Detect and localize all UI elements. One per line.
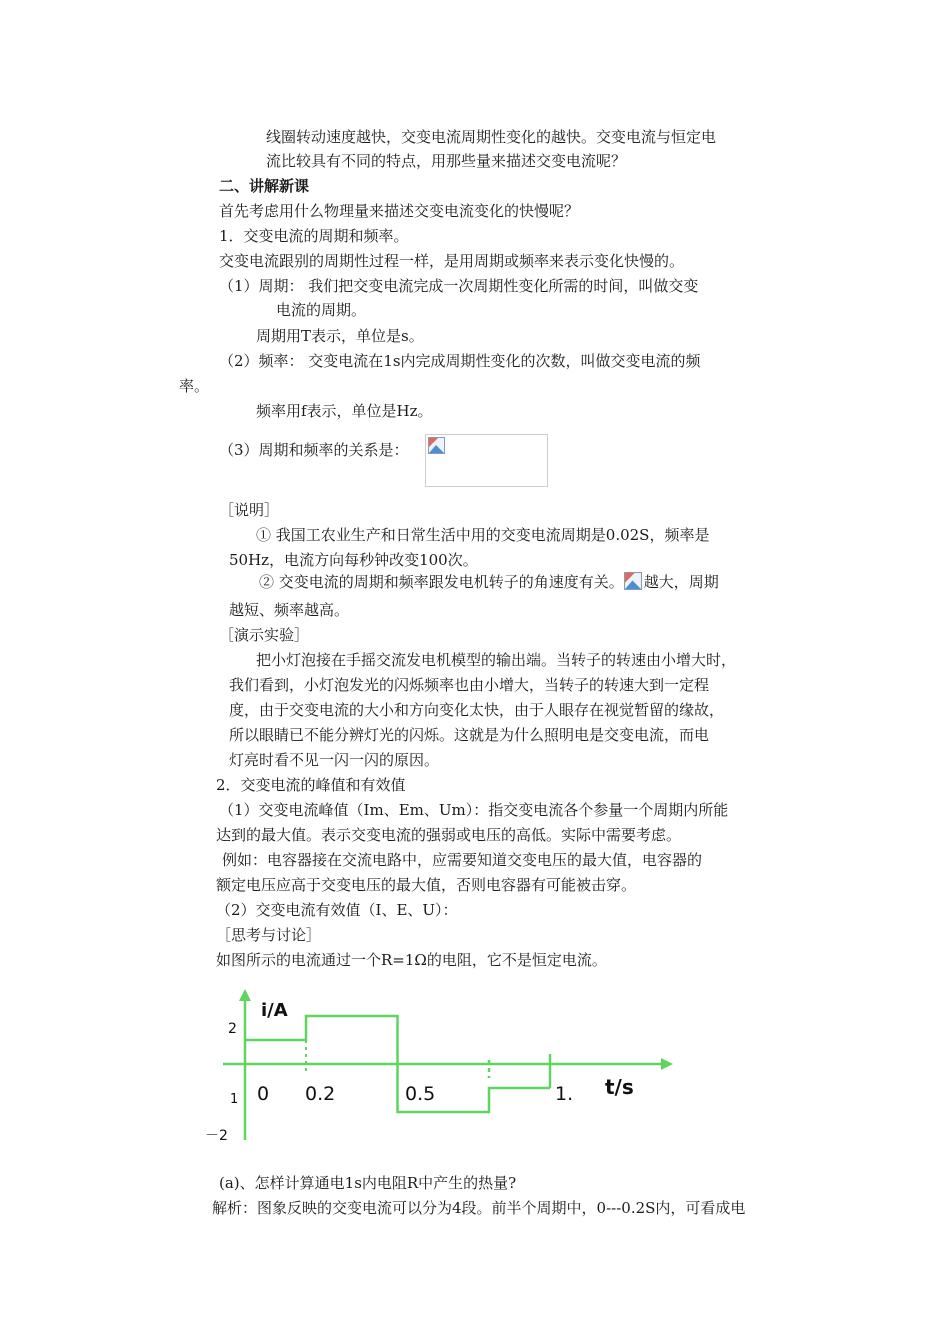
text-line: (a)、怎样计算通电1s内电阻R中产生的热量? [219,1174,517,1192]
text-line: 1．交变电流的周期和频率。 [219,227,409,245]
text-line: （1）周期： 我们把交变电流完成一次周期性变化所需的时间，叫做交变 [219,277,699,295]
y-tick-label: 1 [230,1092,239,1107]
x-tick-label: 0.5 [405,1083,436,1105]
text-line: 交变电流跟别的周期性过程一样，是用周期或频率来表示变化快慢的。 [219,252,685,270]
text-line: 达到的最大值。表示交变电流的强弱或电压的高低。实际中需要考虑。 [216,826,682,844]
x-axis-label: t/s [605,1075,634,1099]
text-line: 额定电压应高于交变电压的最大值，否则电容器有可能被击穿。 [216,876,637,894]
y-tick-label: 2 [228,1021,237,1037]
text-line: 电流的周期。 [276,301,367,319]
text-segment: ② 交变电流的周期和频率跟发电机转子的角速度有关。 [259,573,624,591]
text-line: ［演示实验］ [219,626,310,644]
text-line: （3）周期和频率的关系是： [219,441,409,459]
text-line: 我们看到，小灯泡发光的闪烁频率也由小增大，当转子的转速大到一定程 [229,676,710,694]
text-line: 例如：电容器接在交流电路中，应需要知道交变电压的最大值，电容器的 [222,851,703,869]
text-line: ［说明］ [219,501,280,519]
formula-image-placeholder [425,434,548,487]
text-line: （1）交变电流峰值（Im、Em、Um）：指交变电流各个参量一个周期内所能 [219,801,729,819]
text-line: 越短、频率越高。 [229,601,350,619]
text-line: 率。 [179,377,210,395]
x-tick-label: 0.2 [305,1083,336,1105]
x-axis-arrow [661,1058,673,1070]
y-axis-arrow [239,989,251,1001]
text-line: （2）频率： 交变电流在1s内完成周期性变化的次数，叫做交变电流的频 [219,352,701,370]
broken-image-icon [428,437,445,454]
text-line: 解析：图象反映的交变电流可以分为4段。前半个周期中，0---0.2S内，可看成电 [212,1199,746,1217]
text-segment: 越大，周期 [643,573,719,591]
text-line [259,572,719,592]
y-tick-label: －2 [205,1128,228,1144]
section-heading: 二、讲解新课 [219,177,310,195]
current-waveform-chart [195,985,695,1145]
text-line: 如图所示的电流通过一个R=1Ω的电阻，它不是恒定电流。 [216,951,607,969]
text-line: 2．交变电流的峰值和有效值 [216,776,406,794]
text-line: （2）交变电流有效值（I、E、U）： [216,901,458,919]
text-line: 度，由于交变电流的大小和方向变化太快，由于人眼存在视觉暂留的缘故， [229,701,725,719]
text-line: 50Hz，电流方向每秒钟改变100次。 [229,551,478,569]
text-line: 所以眼睛已不能分辨灯光的闪烁。这就是为什么照明电是交变电流，而电 [229,726,710,744]
x-tick-label: 1. [555,1083,574,1105]
y-axis-label: i/A [261,1000,288,1021]
text-line: 线圈转动速度越快，交变电流周期性变化的越快。交变电流与恒定电 [266,128,717,146]
text-line: 把小灯泡接在手摇交流发电机模型的输出端。当转子的转速由小增大时， [256,651,737,669]
text-line: ［思考与讨论］ [216,926,322,944]
x-tick-label: 0 [257,1083,270,1105]
text-line: 首先考虑用什么物理量来描述交变电流变化的快慢呢？ [219,202,580,220]
text-line: 频率用f表示，单位是Hz。 [256,402,433,420]
text-line: ① 我国工农业生产和日常生活中用的交变电流周期是0.02S，频率是 [256,526,710,544]
text-line: 周期用T表示，单位是s。 [256,327,424,345]
text-line: 灯亮时看不见一闪一闪的原因。 [229,751,440,769]
broken-image-icon [624,572,642,590]
text-line: 流比较具有不同的特点，用那些量来描述交变电流呢？ [266,152,627,170]
